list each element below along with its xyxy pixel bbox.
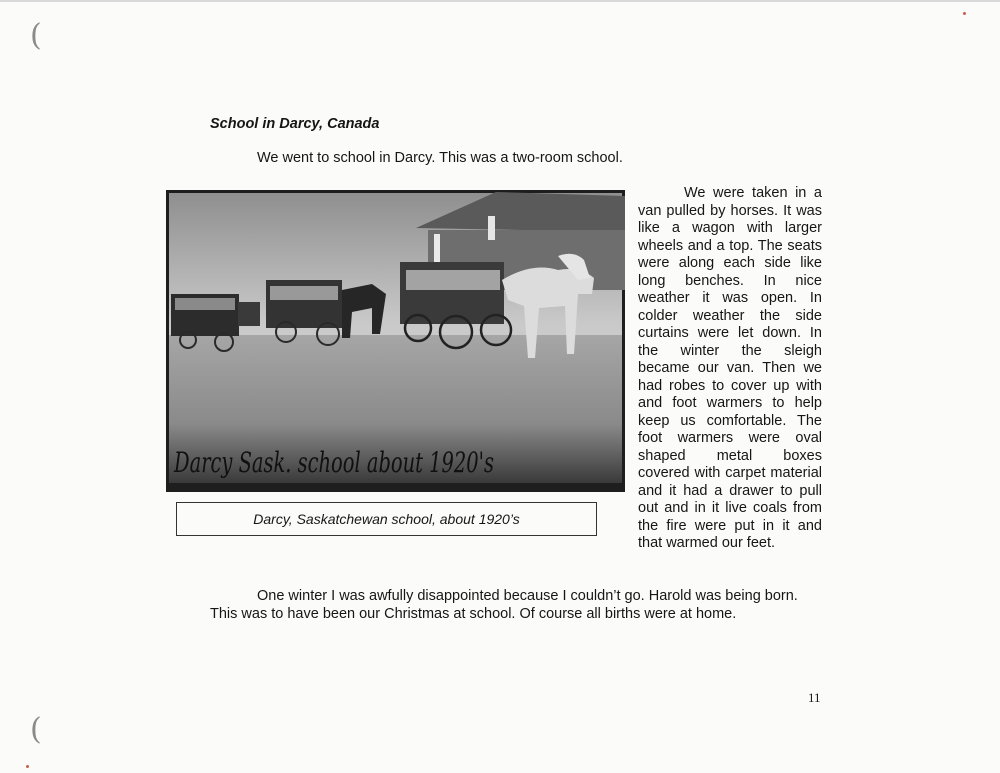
side-paragraph-text: We were taken in a van pulled by horses. It was like a wagon with larger wheels and a top. The seats were along each side like long benches. In nice weather it was open. In colder weather the side curtains were let down. In the winter the sleigh became our van. Then we had robes to cover up with and foot warmers to help keep us comfortable. The foot warmers were oval shaped metal boxes covered with carpet material and it had a drawer to pull out and in it live coals from the fire were put in it and that warmed our feet. — [638, 185, 822, 551]
page-heading: School in Darcy, Canada — [210, 116, 380, 132]
scan-edge — [0, 0, 1000, 2]
school-vans-photo — [166, 190, 625, 492]
side-paragraph — [638, 185, 822, 553]
scan-speck — [963, 12, 966, 15]
closing-paragraph: One winter I was awfully disappointed because I couldn’t go. Harold was being born. This was to have been our Christmas at school. Of course all births were at home. — [210, 588, 798, 622]
scan-speck — [26, 765, 29, 768]
punch-hole-mark: ( — [30, 712, 42, 747]
photo-caption-text: Darcy, Saskatchewan school, about 1920’s — [253, 511, 520, 527]
photo-inscription: Darcy Sask. school about 1920's — [173, 446, 494, 479]
page-number: 11 — [808, 690, 821, 705]
punch-hole-mark: ( — [30, 18, 42, 53]
photo-caption — [176, 502, 597, 536]
intro-paragraph: We went to school in Darcy. This was a two-room school. — [257, 150, 623, 166]
